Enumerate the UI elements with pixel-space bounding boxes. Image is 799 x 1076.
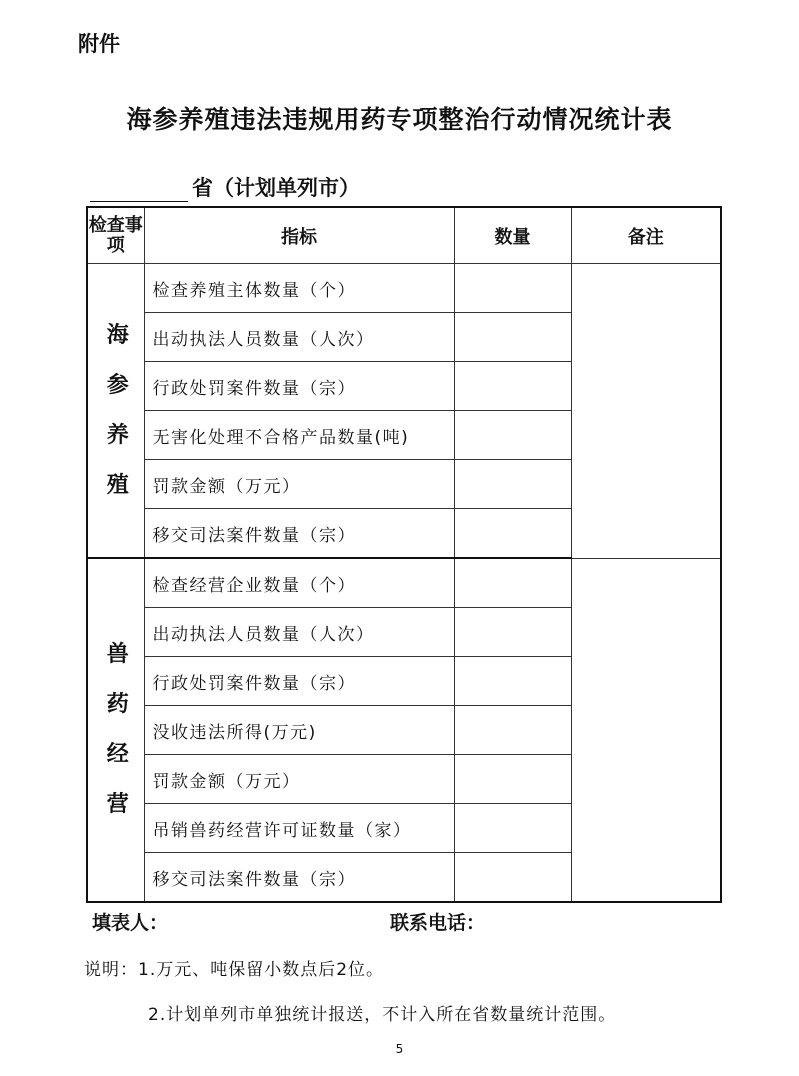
indicator-cell: 行政处罚案件数量（宗） <box>144 657 454 706</box>
header-remarks: 备注 <box>571 207 721 264</box>
quantity-cell[interactable] <box>454 558 571 608</box>
province-suffix: 省（计划单列市） <box>192 176 360 200</box>
province-line <box>90 172 360 202</box>
statistics-table <box>86 206 722 903</box>
table-header-row <box>87 207 721 264</box>
category-cell <box>87 264 144 559</box>
quantity-cell[interactable] <box>454 460 571 509</box>
table-row <box>87 264 721 313</box>
header-indicator: 指标 <box>144 207 454 264</box>
indicator-cell: 行政处罚案件数量（宗） <box>144 362 454 411</box>
attachment-label: 附件 <box>78 32 120 56</box>
header-category: 检查事项 <box>87 207 144 264</box>
quantity-cell[interactable] <box>454 264 571 313</box>
quantity-cell[interactable] <box>454 706 571 755</box>
indicator-cell: 没收违法所得(万元) <box>144 706 454 755</box>
indicator-cell: 移交司法案件数量（宗） <box>144 853 454 903</box>
category-cell <box>87 558 144 902</box>
page-number: 5 <box>395 1042 404 1056</box>
header-quantity: 数量 <box>454 207 571 264</box>
quantity-cell[interactable] <box>454 853 571 903</box>
province-blank[interactable] <box>90 179 188 202</box>
quantity-cell[interactable] <box>454 657 571 706</box>
note-1: 说明：1.万元、吨保留小数点后2位。 <box>84 960 385 980</box>
indicator-cell: 出动执法人员数量（人次） <box>144 313 454 362</box>
indicator-cell: 检查养殖主体数量（个） <box>144 264 454 313</box>
remarks-cell[interactable] <box>571 558 721 902</box>
indicator-cell: 吊销兽药经营许可证数量（家） <box>144 804 454 853</box>
note-2: 2.计划单列市单独统计报送，不计入所在省数量统计范围。 <box>148 1005 617 1025</box>
filler-label: 填表人： <box>92 912 169 934</box>
indicator-cell: 检查经营企业数量（个） <box>144 558 454 608</box>
indicator-cell: 移交司法案件数量（宗） <box>144 509 454 559</box>
quantity-cell[interactable] <box>454 509 571 559</box>
quantity-cell[interactable] <box>454 362 571 411</box>
quantity-cell[interactable] <box>454 804 571 853</box>
quantity-cell[interactable] <box>454 608 571 657</box>
remarks-cell[interactable] <box>571 264 721 559</box>
indicator-cell: 罚款金额（万元） <box>144 460 454 509</box>
indicator-cell: 罚款金额（万元） <box>144 755 454 804</box>
category-label: 海参养殖 <box>106 322 129 498</box>
indicator-cell: 无害化处理不合格产品数量(吨) <box>144 411 454 460</box>
quantity-cell[interactable] <box>454 755 571 804</box>
phone-label: 联系电话： <box>390 912 486 934</box>
table-row <box>87 558 721 608</box>
quantity-cell[interactable] <box>454 411 571 460</box>
category-label: 兽药经营 <box>106 642 129 817</box>
indicator-cell: 出动执法人员数量（人次） <box>144 608 454 657</box>
page-title: 海参养殖违法违规用药专项整治行动情况统计表 <box>126 105 673 134</box>
quantity-cell[interactable] <box>454 313 571 362</box>
